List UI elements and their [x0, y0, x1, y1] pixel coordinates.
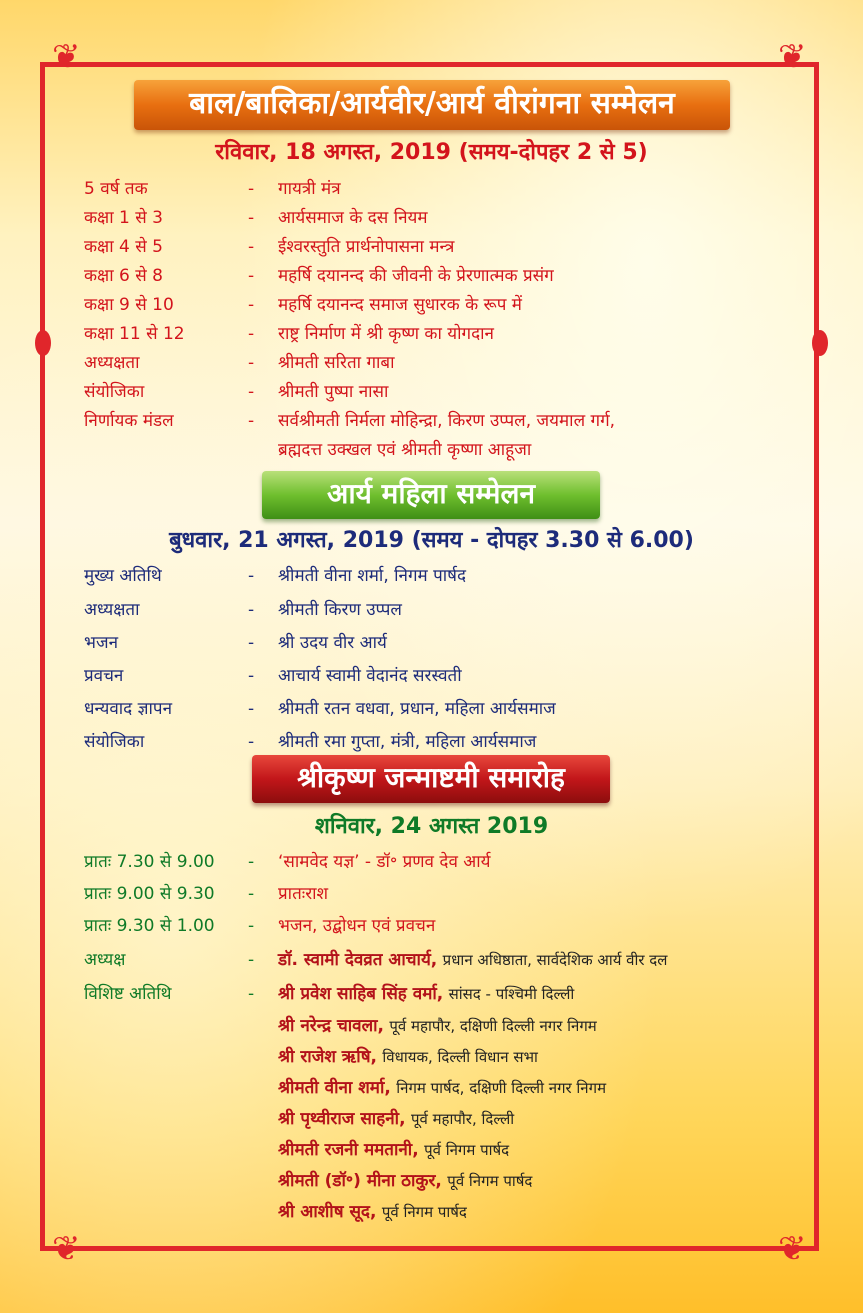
guest-row: श्री पृथ्वीराज साहनी, पूर्व महापौर, दिल्ली — [278, 1109, 515, 1129]
frame-ornament-icon — [812, 330, 828, 356]
guest-row: श्रीमती वीना शर्मा, निगम पार्षद, दक्षिणी दिल्ली नगर निगम — [278, 1078, 607, 1098]
list-item: भजन - श्री उदय वीर आर्य — [84, 633, 387, 653]
list-item-continuation: ब्रह्मदत्त उक्खल एवं श्रीमती कृष्णा आहूजा — [278, 440, 532, 460]
section2-date: बुधवार, 21 अगस्त, 2019 (समय - दोपहर 3.30 से 6.00) — [169, 528, 694, 553]
list-item: संयोजिका - श्रीमती रमा गुप्ता, मंत्री, महिला आर्यसमाज — [84, 732, 537, 752]
guest-row: श्री आशीष सूद, पूर्व निगम पार्षद — [278, 1202, 467, 1222]
list-item: प्रातः 9.00 से 9.30 - प्रातःराश — [84, 884, 329, 904]
corner-flourish-icon: ❦ — [778, 37, 807, 77]
list-item: निर्णायक मंडल - सर्वश्रीमती निर्मला मोहिन्द्रा, किरण उप्पल, जयमाल गर्ग, — [84, 411, 616, 431]
list-item: संयोजिका - श्रीमती पुष्पा नासा — [84, 382, 389, 402]
list-item: 5 वर्ष तक - गायत्री मंत्र — [84, 179, 341, 199]
list-item: कक्षा 1 से 3 - आर्यसमाज के दस नियम — [84, 208, 428, 228]
section3-banner: श्रीकृष्ण जन्माष्टमी समारोह — [252, 755, 610, 803]
corner-flourish-icon: ❦ — [52, 1229, 81, 1269]
list-item: मुख्य अतिथि - श्रीमती वीना शर्मा, निगम पार्षद — [84, 566, 467, 586]
frame-ornament-icon — [35, 330, 51, 356]
guest-row: श्रीमती (डॉ॰) मीना ठाकुर, पूर्व निगम पार्षद — [278, 1171, 533, 1191]
president-row: अध्यक्ष - डॉ. स्वामी देवव्रत आचार्य, प्रधान अधिष्ठाता, सार्वदेशिक आर्य वीर दल — [84, 950, 668, 970]
section2-banner: आर्य महिला सम्मेलन — [262, 471, 600, 519]
list-item: प्रवचन - आचार्य स्वामी वेदानंद सरस्वती — [84, 666, 462, 686]
list-item: धन्यवाद ज्ञापन - श्रीमती रतन वधवा, प्रधान, महिला आर्यसमाज — [84, 699, 556, 719]
list-item: कक्षा 4 से 5 - ईश्वरस्तुति प्रार्थनोपासना मन्त्र — [84, 237, 455, 257]
list-item: प्रातः 9.30 से 1.00 - भजन, उद्बोधन एवं प्रवचन — [84, 916, 436, 936]
corner-flourish-icon: ❦ — [778, 1229, 807, 1269]
section1-date: रविवार, 18 अगस्त, 2019 (समय-दोपहर 2 से 5) — [215, 140, 648, 165]
guest-row: श्री नरेन्द्र चावला, पूर्व महापौर, दक्षिणी दिल्ली नगर निगम — [278, 1016, 597, 1036]
list-item: कक्षा 9 से 10 - महर्षि दयानन्द समाज सुधारक के रूप में — [84, 295, 522, 315]
list-item: प्रातः 7.30 से 9.00 - ‘सामवेद यज्ञ’ - डॉ॰ प्रणव देव आर्य — [84, 852, 491, 872]
guest-row: श्रीमती रजनी ममतानी, पूर्व निगम पार्षद — [278, 1140, 510, 1160]
section1-banner: बाल/बालिका/आर्यवीर/आर्य वीरांगना सम्मेलन — [134, 80, 730, 130]
list-item: अध्यक्षता - श्रीमती किरण उप्पल — [84, 600, 402, 620]
guest-row: विशिष्ट अतिथि - श्री प्रवेश साहिब सिंह वर्मा, सांसद - पश्चिमी दिल्ली — [84, 984, 575, 1004]
corner-flourish-icon: ❦ — [52, 37, 81, 77]
section3-date: शनिवार, 24 अगस्त 2019 — [314, 814, 549, 839]
list-item: कक्षा 11 से 12 - राष्ट्र निर्माण में श्री कृष्ण का योगदान — [84, 324, 494, 344]
guest-row: श्री राजेश ऋषि, विधायक, दिल्ली विधान सभा — [278, 1047, 538, 1067]
list-item: कक्षा 6 से 8 - महर्षि दयानन्द की जीवनी के प्रेरणात्मक प्रसंग — [84, 266, 554, 286]
list-item: अध्यक्षता - श्रीमती सरिता गाबा — [84, 353, 395, 373]
